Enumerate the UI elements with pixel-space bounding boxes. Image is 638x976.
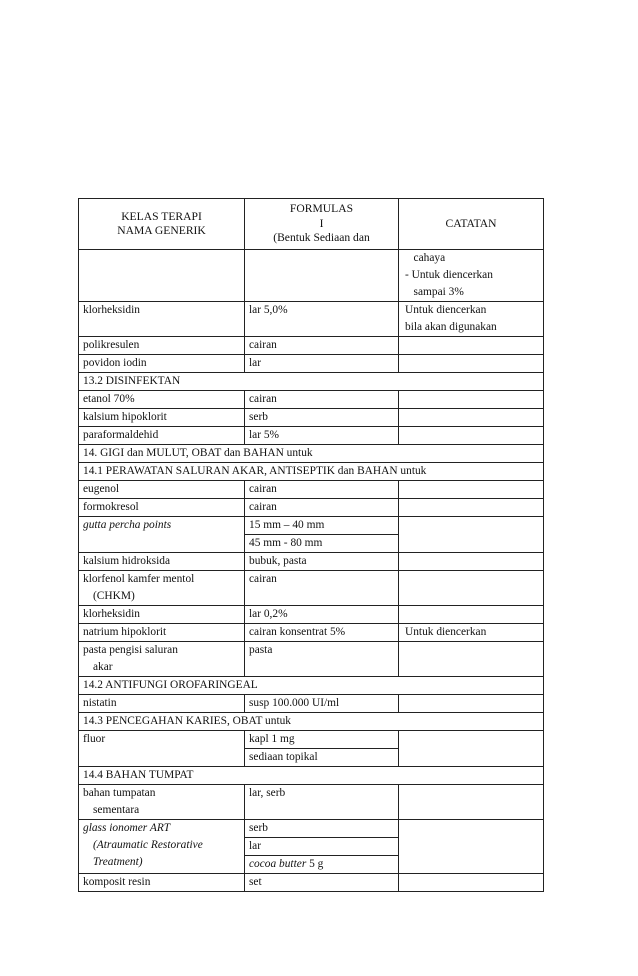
section-heading: 14.1 PERAWATAN SALURAN AKAR, ANTISEPTIK dan BAHAN untuk xyxy=(79,463,544,481)
cell-dosage-form: kapl 1 mg xyxy=(245,731,399,749)
cell-notes xyxy=(399,481,544,499)
cell-notes xyxy=(399,695,544,713)
cell-generic-name-line: bahan tumpatan xyxy=(83,787,156,799)
cell-notes xyxy=(399,517,544,553)
cell-notes-line xyxy=(405,553,539,570)
cell-notes xyxy=(399,409,544,427)
cell-dosage-form-line: cairan xyxy=(249,339,277,351)
section-heading-row xyxy=(79,373,544,391)
cell-dosage-form-line: lar 5% xyxy=(249,429,280,441)
cell-notes xyxy=(399,553,544,571)
cell-notes xyxy=(399,427,544,445)
cell-dosage-form xyxy=(245,427,399,445)
cell-notes-line: cahaya xyxy=(405,252,446,264)
cell-generic-name-line: nistatin xyxy=(83,697,117,709)
cell-notes xyxy=(399,499,544,517)
drug-table xyxy=(78,198,544,892)
cell-dosage-form-line: cairan xyxy=(249,501,277,513)
cell-dosage-form xyxy=(245,302,399,337)
cell-generic-name-line: klorfenol kamfer mentol xyxy=(83,573,195,585)
section-heading-row xyxy=(79,713,544,731)
cell-generic-name-line: Treatment) xyxy=(93,856,143,868)
cell-generic-name-line xyxy=(83,250,240,267)
dosage-italic-part: cocoa butter xyxy=(249,858,307,870)
cell-dosage-form-line: cairan xyxy=(249,483,277,495)
cell-dosage-form-line: serb xyxy=(249,411,268,423)
cell-dosage-form xyxy=(245,571,399,606)
cell-generic-name xyxy=(79,337,245,355)
cell-dosage-form xyxy=(245,355,399,373)
cell-dosage-form xyxy=(245,409,399,427)
cell-generic-name-line: pasta pengisi saluran xyxy=(83,644,178,656)
cell-notes-line xyxy=(405,409,539,426)
cell-notes xyxy=(399,731,544,767)
header-kelas-terapi xyxy=(79,199,245,250)
cell-dosage-form xyxy=(245,481,399,499)
dosage-text-part: 5 g xyxy=(306,858,324,870)
table-row xyxy=(79,337,544,355)
table-row xyxy=(79,606,544,624)
cell-dosage-form xyxy=(245,250,399,302)
cell-generic-name-line: etanol 70% xyxy=(83,393,135,405)
cell-generic-name xyxy=(79,571,245,606)
cell-notes-line: bila akan digunakan xyxy=(405,321,497,333)
cell-notes-line: Untuk diencerkan xyxy=(405,304,487,316)
cell-generic-name-line: komposit resin xyxy=(83,876,151,888)
cell-notes xyxy=(399,250,544,302)
cell-generic-name-line: kalsium hidroksida xyxy=(83,555,171,567)
cell-notes xyxy=(399,355,544,373)
section-heading: 13.2 DISINFEKTAN xyxy=(79,373,544,391)
cell-dosage-form-line: cairan xyxy=(249,393,277,405)
cell-notes-line: Untuk diencerkan xyxy=(405,626,487,638)
cell-generic-name-line: natrium hipoklorit xyxy=(83,626,167,638)
cell-generic-name xyxy=(79,355,245,373)
section-heading-row xyxy=(79,767,544,785)
cell-dosage-form xyxy=(245,785,399,820)
cell-generic-name-line: akar xyxy=(93,661,113,673)
table-row xyxy=(79,302,544,337)
cell-notes xyxy=(399,642,544,677)
cell-generic-name-line: glass ionomer ART xyxy=(83,822,171,834)
cell-generic-name-line: gutta percha points xyxy=(83,519,172,531)
cell-generic-name xyxy=(79,302,245,337)
section-heading: 14.4 BAHAN TUMPAT xyxy=(79,767,544,785)
cell-generic-name xyxy=(79,250,245,302)
table-row xyxy=(79,731,544,749)
cell-dosage-form xyxy=(245,695,399,713)
table-row xyxy=(79,695,544,713)
header-col2-line2: I xyxy=(319,216,324,230)
cell-generic-name-line: sementara xyxy=(93,804,140,816)
cell-generic-name xyxy=(79,874,245,892)
cell-dosage-form xyxy=(245,337,399,355)
cell-generic-name xyxy=(79,553,245,571)
dosage-text-part: lar xyxy=(249,840,262,852)
cell-notes-line xyxy=(405,785,539,802)
table-row xyxy=(79,820,544,838)
table-row xyxy=(79,553,544,571)
cell-dosage-form xyxy=(245,391,399,409)
cell-generic-name xyxy=(79,481,245,499)
section-heading: 14. GIGI dan MULUT, OBAT dan BAHAN untuk xyxy=(79,445,544,463)
cell-generic-name xyxy=(79,820,245,874)
cell-generic-name-line: polikresulen xyxy=(83,339,140,351)
cell-generic-name xyxy=(79,785,245,820)
cell-dosage-form-line: susp 100.000 UI/ml xyxy=(249,697,340,709)
cell-notes xyxy=(399,302,544,337)
cell-generic-name xyxy=(79,409,245,427)
cell-dosage-form-line: lar 0,2% xyxy=(249,608,288,620)
cell-notes-line: - Untuk diencerkan xyxy=(405,269,493,281)
cell-dosage-form xyxy=(245,553,399,571)
cell-generic-name-line: eugenol xyxy=(83,483,120,495)
cell-dosage-form-line: pasta xyxy=(249,644,273,656)
cell-notes-line xyxy=(405,391,539,408)
cell-dosage-form xyxy=(245,642,399,677)
cell-notes-line: sampai 3% xyxy=(405,286,464,298)
header-col1-line1: KELAS TERAPI xyxy=(121,209,202,223)
cell-dosage-form-line: bubuk, pasta xyxy=(249,555,307,567)
cell-generic-name xyxy=(79,427,245,445)
cell-dosage-form-line: set xyxy=(249,876,262,888)
cell-generic-name xyxy=(79,606,245,624)
table-row xyxy=(79,409,544,427)
section-heading: 14.3 PENCEGAHAN KARIES, OBAT untuk xyxy=(79,713,544,731)
cell-notes-line xyxy=(405,499,539,516)
cell-dosage-form-line: lar xyxy=(249,357,262,369)
cell-generic-name xyxy=(79,731,245,767)
cell-generic-name-line: klorheksidin xyxy=(83,304,140,316)
table-row xyxy=(79,499,544,517)
cell-generic-name xyxy=(79,624,245,642)
cell-notes xyxy=(399,606,544,624)
section-heading-row xyxy=(79,463,544,481)
cell-dosage-form xyxy=(245,856,399,874)
cell-dosage-form: 45 mm - 80 mm xyxy=(245,535,399,553)
table-row xyxy=(79,642,544,677)
cell-dosage-form-line: lar, serb xyxy=(249,787,286,799)
cell-generic-name-line: povidon iodin xyxy=(83,357,147,369)
cell-notes xyxy=(399,571,544,606)
cell-notes-line xyxy=(405,481,539,498)
cell-generic-name-line: kalsium hipoklorit xyxy=(83,411,167,423)
cell-dosage-form xyxy=(245,838,399,856)
cell-generic-name xyxy=(79,517,245,553)
section-heading-row xyxy=(79,445,544,463)
header-row xyxy=(79,199,544,250)
table-row xyxy=(79,571,544,606)
cell-dosage-form: sediaan topikal xyxy=(245,749,399,767)
section-heading-row xyxy=(79,677,544,695)
cell-notes xyxy=(399,820,544,874)
header-col2-line3: (Bentuk Sediaan dan xyxy=(273,231,370,245)
cell-notes-line xyxy=(405,427,539,444)
table-row xyxy=(79,250,544,302)
cell-dosage-form-line: cairan xyxy=(249,573,277,585)
dosage-text-part: serb xyxy=(249,822,268,834)
cell-notes-line xyxy=(405,874,539,891)
table-body xyxy=(79,250,544,892)
cell-dosage-form xyxy=(245,624,399,642)
cell-notes xyxy=(399,874,544,892)
table-row xyxy=(79,624,544,642)
cell-notes xyxy=(399,337,544,355)
cell-dosage-form xyxy=(245,606,399,624)
header-catatan: CATATAN xyxy=(399,199,544,250)
cell-notes-line xyxy=(405,337,539,354)
table-row xyxy=(79,427,544,445)
cell-generic-name-line: klorheksidin xyxy=(83,608,140,620)
cell-notes xyxy=(399,624,544,642)
cell-notes-line xyxy=(405,606,539,623)
table-row xyxy=(79,391,544,409)
section-heading: 14.2 ANTIFUNGI OROFARINGEAL xyxy=(79,677,544,695)
table-row xyxy=(79,785,544,820)
cell-generic-name xyxy=(79,695,245,713)
cell-dosage-form: 15 mm – 40 mm xyxy=(245,517,399,535)
cell-dosage-form-line: cairan konsentrat 5% xyxy=(249,626,346,638)
cell-dosage-form xyxy=(245,499,399,517)
header-col1-line2: NAMA GENERIK xyxy=(117,224,206,237)
cell-dosage-form xyxy=(245,820,399,838)
cell-generic-name-line: (CHKM) xyxy=(93,590,135,602)
table-row xyxy=(79,355,544,373)
table-row xyxy=(79,481,544,499)
cell-generic-name xyxy=(79,642,245,677)
cell-notes-line xyxy=(405,571,539,588)
cell-generic-name xyxy=(79,499,245,517)
cell-notes xyxy=(399,391,544,409)
cell-dosage-form xyxy=(245,874,399,892)
header-formulasi xyxy=(245,199,399,250)
cell-generic-name-line: formokresol xyxy=(83,501,139,513)
cell-generic-name-line: paraformaldehid xyxy=(83,429,159,441)
header-col2-line1: FORMULAS xyxy=(289,202,354,216)
cell-notes-line xyxy=(405,355,539,372)
table-row xyxy=(79,874,544,892)
cell-generic-name xyxy=(79,391,245,409)
cell-generic-name-line: (Atraumatic Restorative xyxy=(93,839,203,851)
cell-notes xyxy=(399,785,544,820)
cell-generic-name-line: fluor xyxy=(83,733,106,745)
cell-dosage-form-line xyxy=(249,250,394,267)
cell-notes-line xyxy=(405,695,539,712)
cell-dosage-form-line: lar 5,0% xyxy=(249,304,288,316)
table-row xyxy=(79,517,544,535)
cell-notes-line xyxy=(405,642,539,659)
